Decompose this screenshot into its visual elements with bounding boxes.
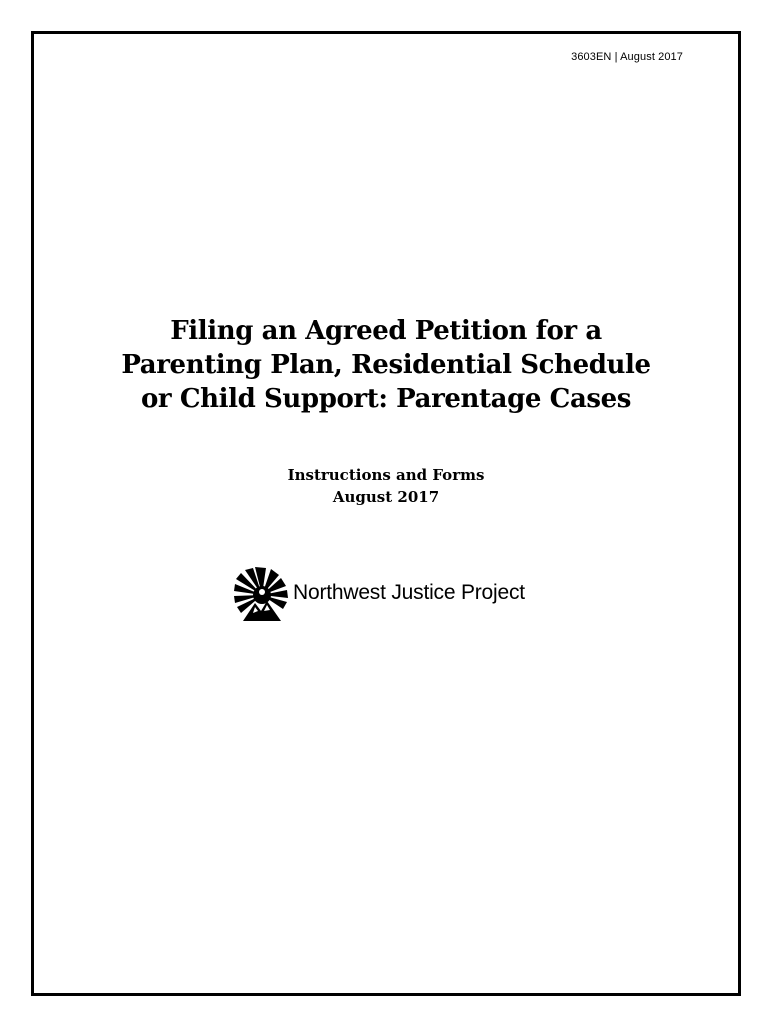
title-line: Filing an Agreed Petition for a <box>170 316 602 346</box>
organization-logo <box>233 565 525 625</box>
sunburst-mountain-logo-icon <box>233 565 291 625</box>
subtitle-date: August 2017 <box>332 488 440 506</box>
document-subtitle <box>34 464 738 508</box>
document-code: 3603EN | August 2017 <box>571 51 683 63</box>
subtitle-line: Instructions and Forms <box>287 466 485 484</box>
title-line: or Child Support: Parentage Cases <box>140 384 632 414</box>
page-frame <box>31 31 741 996</box>
organization-name: Northwest Justice Project <box>293 581 525 604</box>
title-line: Parenting Plan, Residential Schedule <box>121 350 651 380</box>
document-title <box>34 314 738 416</box>
